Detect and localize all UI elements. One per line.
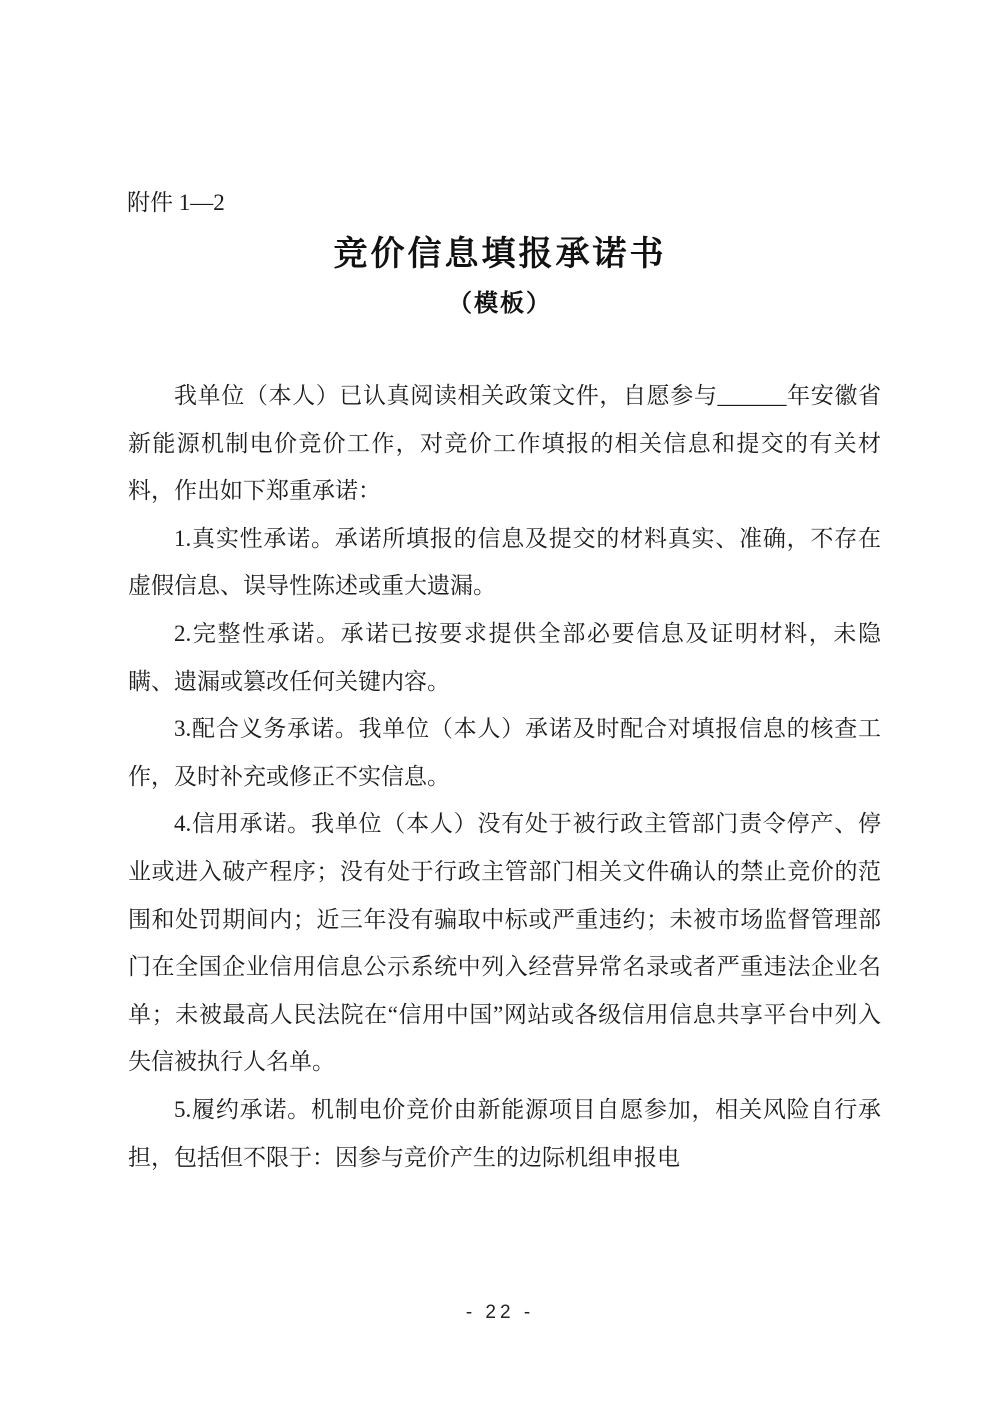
paragraph-commitment-5: 5.履约承诺。机制电价竞价由新能源项目自愿参加，相关风险自行承担，包括但不限于：因参与竞价产生的边际机组申报电 — [128, 1096, 881, 1170]
paragraph-commitment-2: 2.完整性承诺。承诺已按要求提供全部必要信息及证明材料，未隐瞒、遗漏或篡改任何关键内容。 — [128, 620, 881, 694]
paragraph-commitment-1: 1.真实性承诺。承诺所填报的信息及提交的材料真实、准确，不存在虚假信息、误导性陈述或重大遗漏。 — [128, 525, 881, 599]
page-title: 竞价信息填报承诺书 — [333, 235, 667, 273]
attachment-label: 附件 1—2 — [127, 190, 225, 215]
paragraph-commitment-4: 4.信用承诺。我单位（本人）没有处于被行政主管部门责令停产、停业或进入破产程序；没有处于行政主管部门相关文件确认的禁止竞价的范围和处罚期间内；近三年没有骗取中标或严重违约；未被市场监督管理部门在全国企业信用信息公示系统中列入经营异常名录或者严重违法企业名单；未被最高人民法院在“信用中国”网站或各级信用信息共享平台中列入失信被执行人名单。 — [128, 811, 881, 1075]
page-number: - 22 - — [465, 1302, 535, 1323]
paragraph-commitment-3: 3.配合义务承诺。我单位（本人）承诺及时配合对填报信息的核查工作，及时补充或修正不实信息。 — [128, 716, 881, 789]
page-subtitle: （模板） — [448, 290, 552, 317]
paragraph-intro: 我单位（本人）已认真阅读相关政策文件，自愿参与______年安徽省新能源机制电价竞价工作，对竞价工作填报的相关信息和提交的有关材料，作出如下郑重承诺： — [128, 383, 881, 504]
document-body — [128, 372, 881, 1181]
